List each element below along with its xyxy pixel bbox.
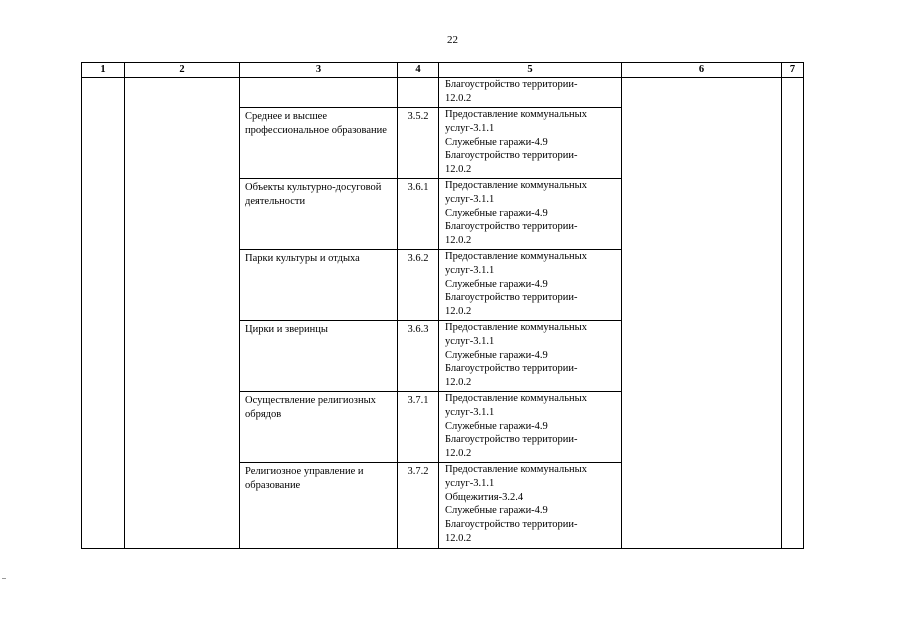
auxiliary-usage-cell bbox=[439, 78, 622, 108]
column-6-merged-cell bbox=[622, 78, 782, 549]
usage-line: услуг-3.1.1 bbox=[445, 406, 495, 418]
usage-code-cell: 3.5.2 bbox=[398, 108, 439, 179]
column-header: 4 bbox=[398, 63, 439, 78]
usage-type-name-cell: Осуществление религиозных обрядов bbox=[240, 392, 398, 463]
auxiliary-usage-cell bbox=[439, 179, 622, 250]
column-7-merged-cell bbox=[782, 78, 804, 549]
regulations-table bbox=[81, 62, 804, 549]
usage-line: Служебные гаражи-4.9 bbox=[445, 349, 548, 361]
column-header: 3 bbox=[240, 63, 398, 78]
usage-line: Благоустройство территории- bbox=[445, 363, 578, 375]
auxiliary-usage-cell bbox=[439, 321, 622, 392]
usage-line: 12.0.2 bbox=[445, 235, 472, 247]
auxiliary-usage-cell bbox=[439, 108, 622, 179]
column-header: 5 bbox=[439, 63, 622, 78]
usage-type-name-cell: Парки культуры и отдыха bbox=[240, 250, 398, 321]
usage-type-name-cell bbox=[240, 78, 398, 108]
usage-code-cell: 3.7.2 bbox=[398, 463, 439, 549]
scan-artifact bbox=[2, 578, 6, 579]
auxiliary-usage-cell bbox=[439, 463, 622, 549]
usage-line: 12.0.2 bbox=[445, 377, 472, 389]
table-row bbox=[82, 78, 804, 108]
usage-line: услуг-3.1.1 bbox=[445, 264, 495, 276]
usage-line: Благоустройство территории- bbox=[445, 434, 578, 446]
auxiliary-usage-cell bbox=[439, 250, 622, 321]
column-header: 1 bbox=[82, 63, 125, 78]
usage-code-cell bbox=[398, 78, 439, 108]
usage-line: Благоустройство территории- bbox=[445, 221, 578, 233]
usage-line: Благоустройство территории- bbox=[445, 150, 578, 162]
usage-line: 12.0.2 bbox=[445, 306, 472, 318]
usage-line: Благоустройство территории- bbox=[445, 292, 578, 304]
usage-line: Общежития-3.2.4 bbox=[445, 491, 524, 503]
usage-line: 12.0.2 bbox=[445, 92, 472, 104]
usage-type-name-cell: Объекты культурно-досуговой деятельности bbox=[240, 179, 398, 250]
usage-line: услуг-3.1.1 bbox=[445, 335, 495, 347]
usage-line: Благоустройство территории- bbox=[445, 519, 578, 531]
usage-code-cell: 3.6.1 bbox=[398, 179, 439, 250]
usage-line: 12.0.2 bbox=[445, 448, 472, 460]
usage-type-name-cell: Цирки и зверинцы bbox=[240, 321, 398, 392]
table-header-row bbox=[82, 63, 804, 78]
usage-line: Предоставление коммунальных bbox=[445, 180, 587, 191]
usage-line: услуг-3.1.1 bbox=[445, 193, 495, 205]
auxiliary-usage-cell bbox=[439, 392, 622, 463]
usage-line: Предоставление коммунальных bbox=[445, 393, 587, 404]
usage-line: Предоставление коммунальных bbox=[445, 464, 587, 475]
column-2-merged-cell bbox=[125, 78, 240, 549]
usage-line: Служебные гаражи-4.9 bbox=[445, 278, 548, 290]
page-number: 22 bbox=[447, 34, 458, 46]
usage-line: 12.0.2 bbox=[445, 164, 472, 176]
usage-code-cell: 3.6.3 bbox=[398, 321, 439, 392]
column-header: 2 bbox=[125, 63, 240, 78]
usage-line: услуг-3.1.1 bbox=[445, 477, 495, 489]
usage-type-name-cell: Среднее и высшее профессиональное образование bbox=[240, 108, 398, 179]
column-1-merged-cell bbox=[82, 78, 125, 549]
usage-line: Служебные гаражи-4.9 bbox=[445, 207, 548, 219]
usage-line: Служебные гаражи-4.9 bbox=[445, 505, 548, 517]
usage-line: Служебные гаражи-4.9 bbox=[445, 420, 548, 432]
column-header: 7 bbox=[782, 63, 804, 78]
usage-line: Предоставление коммунальных bbox=[445, 109, 587, 120]
usage-line: услуг-3.1.1 bbox=[445, 122, 495, 134]
usage-code-cell: 3.7.1 bbox=[398, 392, 439, 463]
usage-line: Предоставление коммунальных bbox=[445, 251, 587, 262]
usage-line: Благоустройство территории- bbox=[445, 79, 578, 90]
usage-code-cell: 3.6.2 bbox=[398, 250, 439, 321]
usage-line: Служебные гаражи-4.9 bbox=[445, 136, 548, 148]
usage-line: Предоставление коммунальных bbox=[445, 322, 587, 333]
usage-type-name-cell: Религиозное управление и образование bbox=[240, 463, 398, 549]
column-header: 6 bbox=[622, 63, 782, 78]
usage-line: 12.0.2 bbox=[445, 532, 472, 544]
